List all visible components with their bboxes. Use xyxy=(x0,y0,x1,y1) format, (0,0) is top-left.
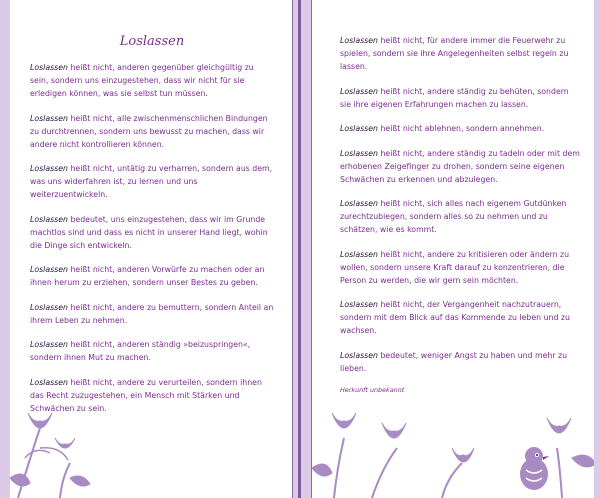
paragraph-text: heißt nicht ablehnen, sondern annehmen. xyxy=(377,124,545,133)
book-spine xyxy=(298,0,301,498)
paragraph xyxy=(30,61,274,100)
keyword: Loslassen xyxy=(30,214,68,224)
keyword: Loslassen xyxy=(340,350,378,360)
source-note: Herkunft unbekannt xyxy=(340,386,405,394)
paragraph-text: bedeutet, weniger Angst zu haben und mehr zu lieben. xyxy=(340,350,568,373)
paragraph-text: heißt nicht, alle zwischenmenschlichen Bindungen zu durchtrennen, sondern uns bewusst zu machen, dass wir andere nicht kontrollieren können. xyxy=(30,113,268,149)
left-paragraph-list xyxy=(30,61,274,415)
bird-icon xyxy=(520,447,549,490)
keyword: Loslassen xyxy=(340,148,378,158)
paragraph xyxy=(340,34,580,73)
keyword: Loslassen xyxy=(340,36,378,45)
paragraph-text: bedeutet, uns einzugestehen, dass wir im Grunde machtlos sind und dass es nicht in unserer Hand liegt, wohin die Dinge sich entwickeln. xyxy=(30,214,268,250)
paragraph-text: heißt nicht, andere zu verurteilen, sondern ihnen das Recht zuzugestehen, ein Mensch mit Stärken und Schwächen zu sein. xyxy=(30,377,262,413)
paragraph xyxy=(340,197,580,236)
keyword: Loslassen xyxy=(30,340,68,349)
paragraph xyxy=(30,213,274,252)
right-paragraph-list xyxy=(340,34,580,375)
paragraph xyxy=(340,298,580,337)
paragraph xyxy=(30,162,274,201)
left-page xyxy=(10,0,293,498)
paragraph xyxy=(340,248,580,287)
keyword: Loslassen xyxy=(30,265,68,274)
keyword: Loslassen xyxy=(30,63,68,72)
paragraph-text: heißt nicht, andere zu kritisieren oder ändern zu wollen, sondern unsere Kraft darauf zu konzentrieren, die Person zu werden, die wir gern sein möchten. xyxy=(340,249,570,285)
keyword: Loslassen xyxy=(340,124,378,133)
paragraph-text: heißt nicht, der Vergangenheit nachzutrauern, sondern mit dem Blick auf das Kommende zu leben und zu wachsen. xyxy=(340,300,570,335)
page-title: Loslassen xyxy=(119,34,185,49)
keyword: Loslassen xyxy=(340,86,378,96)
paragraph-text: heißt nicht, untätig zu verharren, sondern aus dem, was uns widerfahren ist, zu lernen und uns weiterzuentwickeln. xyxy=(30,164,273,199)
paragraph xyxy=(30,263,274,289)
right-page-content xyxy=(312,0,594,394)
paragraph xyxy=(30,338,274,364)
tulip-bird-decoration xyxy=(10,408,292,498)
paragraph-text: heißt nicht, anderen ständig »beizuspringen«, sondern ihnen Mut zu machen. xyxy=(30,340,251,362)
keyword: Loslassen xyxy=(30,113,68,123)
paragraph xyxy=(30,376,274,415)
paragraph-text: heißt nicht, anderen gegenüber gleichgültig zu sein, sondern uns einzugestehen, dass wir nicht für sie erledigen können, was sie selbst tun müssen. xyxy=(30,63,254,98)
paragraph-text: heißt nicht, andere zu bemuttern, sondern Anteil an ihrem Leben zu nehmen. xyxy=(30,302,274,325)
keyword: Loslassen xyxy=(30,377,68,387)
paragraph-text: heißt nicht, andere ständig zu tadeln oder mit dem erhobenen Zeigefinger zu drohen, sondern seine eigenen Schwächen zu erkennen und abzulegen. xyxy=(340,148,580,184)
paragraph-text: heißt nicht, andere ständig zu behüten, sondern sie ihre eigenen Erfahrungen machen zu lassen. xyxy=(340,86,569,109)
paragraph xyxy=(340,85,580,111)
keyword: Loslassen xyxy=(340,249,378,259)
paragraph xyxy=(340,147,580,186)
left-page-content xyxy=(10,0,292,415)
keyword: Loslassen xyxy=(340,300,378,309)
keyword: Loslassen xyxy=(30,164,68,173)
paragraph xyxy=(340,349,580,375)
keyword: Loslassen xyxy=(30,302,68,312)
paragraph xyxy=(30,112,274,151)
paragraph xyxy=(340,122,580,135)
keyword: Loslassen xyxy=(340,199,378,208)
right-page xyxy=(311,0,594,498)
paragraph-text: heißt nicht, für andere immer die Feuerwehr zu spielen, sondern sie ihre Angelegenheiten selbst regeln zu lassen. xyxy=(340,36,569,71)
paragraph-text: heißt nicht, sich alles nach eigenem Gutdünken zurechtzubiegen, sondern alles so zu nehmen und zu schätzen, wie es kommt. xyxy=(340,199,567,234)
paragraph-text: heißt nicht, anderen Vorwürfe zu machen oder an ihnen herum zu erziehen, sondern unser Bestes zu geben. xyxy=(30,265,265,287)
tulip-bird-decoration xyxy=(312,408,594,498)
paragraph xyxy=(30,301,274,327)
